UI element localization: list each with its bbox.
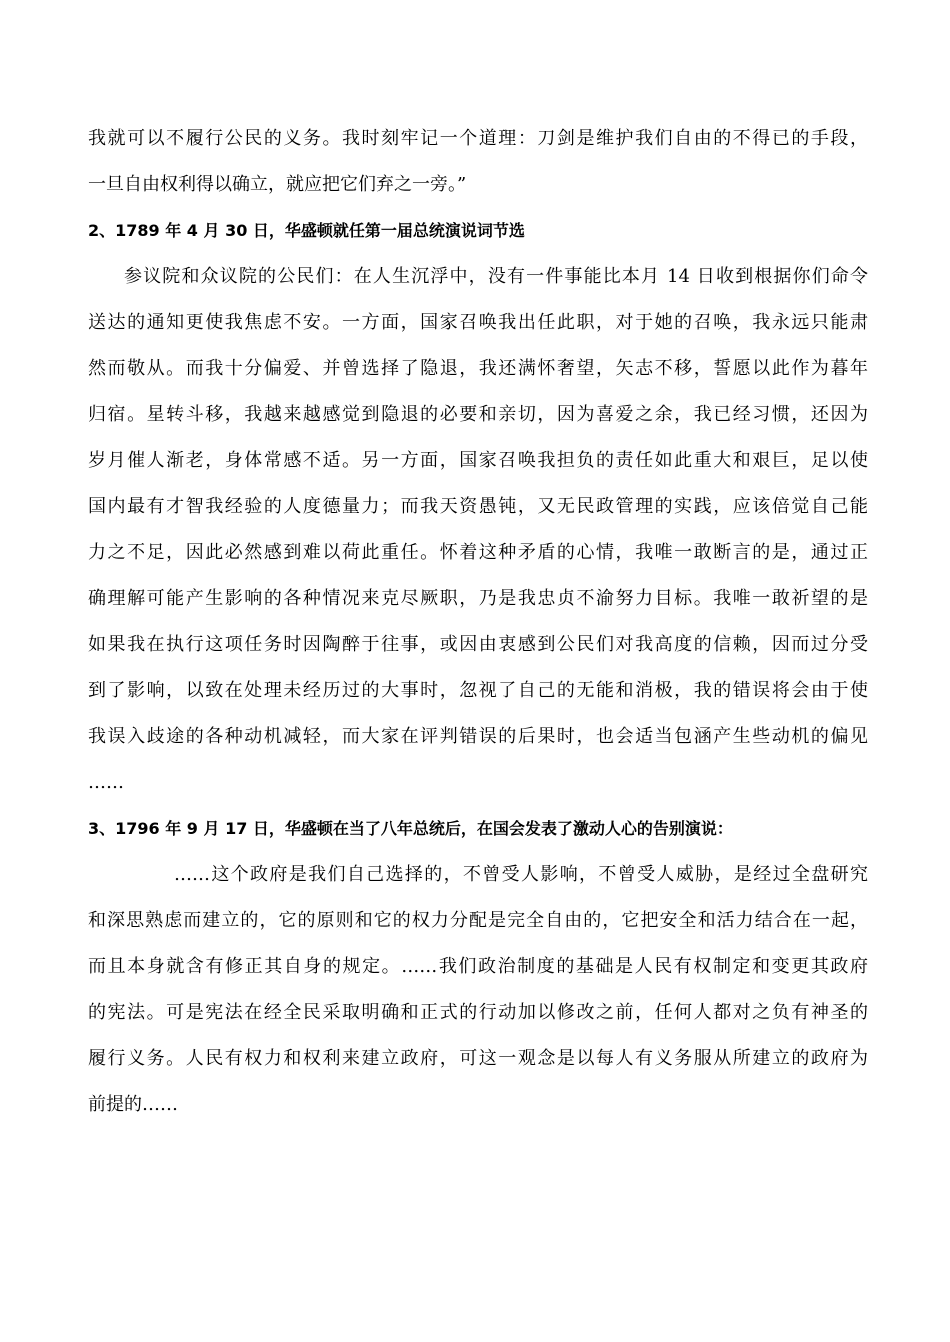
text-line: 一旦自由权利得以确立，就应把它们弃之一旁。” <box>88 174 467 195</box>
text-line: 而且本身就含有修正其自身的规定。……我们政治制度的基础是人民有权制定和变更其政府 <box>88 956 868 977</box>
text-line: 的宪法。可是宪法在经全民采取明确和正式的行动加以修改之前，任何人都对之负有神圣的 <box>88 1002 868 1023</box>
section-heading: 3、1796 年 9 月 17 日，华盛顿在当了八年总统后，在国会发表了激动人心的告别演说： <box>88 819 733 838</box>
text-line: 力之不足，因此必然感到难以荷此重任。怀着这种矛盾的心情，我唯一敢断言的是，通过正 <box>88 542 868 563</box>
text-line: 和深思熟虑而建立的，它的原则和它的权力分配是完全自由的，它把安全和活力结合在一起， <box>88 910 868 931</box>
text-line: 送达的通知更使我焦虑不安。一方面，国家召唤我出任此职，对于她的召唤，我永远只能肃 <box>88 312 868 333</box>
text-line: 归宿。星转斗移，我越来越感觉到隐退的必要和亲切，因为喜爱之余，我已经习惯，还因为 <box>88 404 868 425</box>
text-line: 履行义务。人民有权力和权利来建立政府，可这一观念是以每人有义务服从所建立的政府为 <box>88 1048 868 1069</box>
text-line: 我就可以不履行公民的义务。我时刻牢记一个道理：刀剑是维护我们自由的不得已的手段， <box>88 128 868 149</box>
text-line: …… <box>88 772 124 793</box>
text-line: ……这个政府是我们自己选择的，不曾受人影响，不曾受人威胁，是经过全盘研究 <box>174 864 868 885</box>
text-line: 然而敬从。而我十分偏爱、并曾选择了隐退，我还满怀奢望，矢志不移，誓愿以此作为暮年 <box>88 358 868 379</box>
text-line: 前提的…… <box>88 1094 178 1115</box>
text-line: 国内最有才智我经验的人度德量力；而我天资愚钝，又无民政管理的实践，应该倍觉自己能 <box>88 496 868 517</box>
text-line: 我误入歧途的各种动机减轻，而大家在评判错误的后果时，也会适当包涵产生些动机的偏见 <box>88 726 868 747</box>
text-line: 如果我在执行这项任务时因陶醉于往事，或因由衷感到公民们对我高度的信赖，因而过分受 <box>88 634 868 655</box>
section-heading: 2、1789 年 4 月 30 日，华盛顿就任第一届总统演说词节选 <box>88 221 525 240</box>
text-line: 确理解可能产生影响的各种情况来克尽厥职，乃是我忠贞不渝努力目标。我唯一敢祈望的是 <box>88 588 868 609</box>
text-line: 到了影响，以致在处理未经历过的大事时，忽视了自己的无能和消极，我的错误将会由于使 <box>88 680 868 701</box>
document-body <box>88 116 868 1128</box>
text-line: 岁月催人渐老，身体常感不适。另一方面，国家召唤我担负的责任如此重大和艰巨，足以使 <box>88 450 868 471</box>
text-line: 参议院和众议院的公民们：在人生沉浮中，没有一件事能比本月 14 日收到根据你们命令 <box>124 266 868 287</box>
